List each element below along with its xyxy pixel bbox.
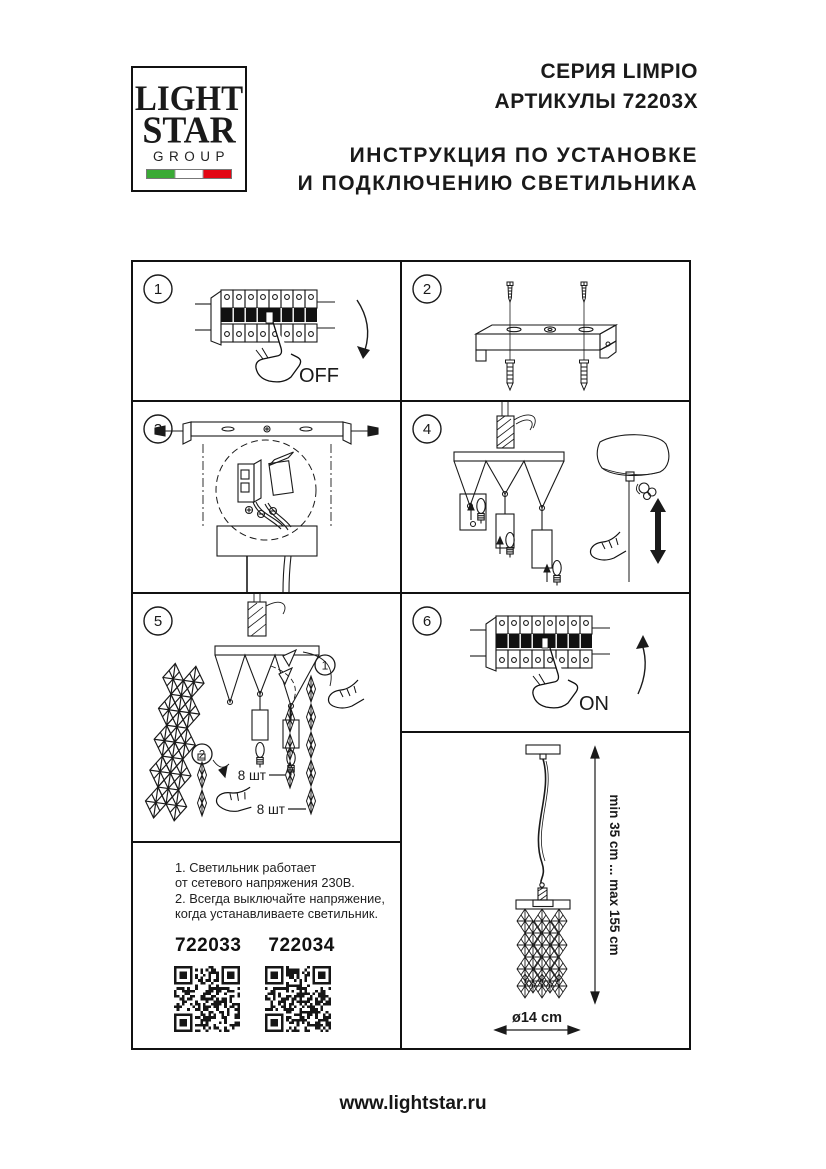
notes-panel — [133, 843, 400, 1048]
steps-grid — [131, 260, 691, 1050]
qr-code-722033 — [174, 966, 240, 1032]
diameter-label: ø14 cm — [512, 1010, 562, 1026]
quantity-label: 8 шт — [256, 802, 285, 817]
pendant-crystal-body — [517, 909, 567, 998]
pendant-dimensions-drawing — [402, 733, 689, 1048]
note-line: когда устанавливаете светильник. — [175, 906, 378, 922]
website-url: www.lightstar.ru — [339, 1093, 487, 1114]
step4-drawing-sockets — [402, 402, 689, 592]
screw-icon — [507, 282, 513, 302]
step1-number: 1 — [153, 281, 163, 298]
pointing-hand-icon — [533, 648, 578, 708]
arrow-down-curve — [357, 300, 368, 350]
logo-word-light: LIGHT — [134, 79, 244, 119]
circuit-breakers-drawing — [195, 290, 335, 345]
circuit-breakers-drawing — [470, 616, 610, 671]
crystal-strand — [307, 676, 316, 814]
step2-number: 2 — [422, 281, 432, 298]
adjusting-hand-icon — [591, 532, 627, 560]
step5-number: 5 — [153, 613, 163, 630]
note-line: 1. Светильник работает — [175, 860, 317, 875]
arrow-up-curve — [638, 644, 645, 694]
step6-drawing-power-on — [402, 594, 689, 731]
crystal-strand — [286, 706, 295, 788]
bulb-icon — [553, 561, 561, 586]
logo-word-star: STAR — [142, 109, 236, 151]
off-label: OFF — [299, 365, 339, 387]
flag-red-segment — [203, 170, 231, 178]
on-label: ON — [579, 693, 609, 715]
note-line: 2. Всегда выключайте напряжение, — [175, 890, 385, 906]
italian-flag-bar — [146, 169, 232, 179]
crystal-lattice-sheet — [143, 662, 206, 822]
up-down-arrow-icon — [650, 498, 666, 564]
substep1-number: 1 — [321, 658, 329, 673]
hanging-hand-icon — [329, 680, 365, 708]
breaker-toggle-on — [542, 638, 548, 648]
article-number-right: 722034 — [268, 934, 335, 956]
substep2-number: 2 — [198, 747, 206, 762]
article-numbers — [175, 935, 400, 957]
articles-title: АРТИКУЛЫ 72203X — [494, 90, 698, 113]
step1-drawing-power-off — [133, 262, 400, 400]
step4-number: 4 — [422, 421, 432, 438]
bulb-icon — [506, 533, 514, 558]
hanging-hand-icon — [215, 780, 256, 816]
instruction-title-line1: ИНСТРУКЦИЯ ПО УСТАНОВКЕ — [349, 144, 698, 167]
height-range-label: min 35 cm ... max 155 cm — [607, 794, 622, 956]
safety-notes — [175, 860, 400, 922]
step3-drawing-wiring — [133, 402, 400, 592]
logo-word-group: GROUP — [152, 149, 230, 164]
instruction-title-line2: И ПОДКЛЮЧЕНИЮ СВЕТИЛЬНИКА — [297, 172, 698, 195]
note-line: от сетевого напряжения 230В. — [175, 875, 355, 891]
bulb-icon — [477, 499, 485, 524]
step5-drawing-crystals — [133, 594, 400, 841]
step2-drawing-bracket — [402, 262, 689, 400]
breaker-toggle-off — [266, 312, 273, 323]
qr-codes — [174, 966, 400, 1032]
instruction-title — [238, 142, 698, 198]
header — [238, 57, 698, 198]
arrow-up-head — [636, 635, 649, 649]
lightstar-logo — [131, 66, 247, 192]
article-number-left: 722033 — [175, 934, 242, 956]
pointing-hand-icon — [256, 322, 301, 382]
arrow-down-head — [357, 346, 370, 359]
wall-anchor-icon — [506, 360, 515, 390]
quantity-label: 8 шт — [237, 768, 266, 783]
screw-icon — [581, 282, 587, 302]
wall-anchor-icon — [580, 360, 589, 390]
bulb-icon — [256, 743, 264, 768]
flag-white-segment — [175, 170, 203, 178]
step6-number: 6 — [422, 613, 432, 630]
flag-green-segment — [147, 170, 175, 178]
series-title: СЕРИЯ LIMPIO — [540, 60, 698, 83]
qr-code-722034 — [265, 966, 331, 1032]
